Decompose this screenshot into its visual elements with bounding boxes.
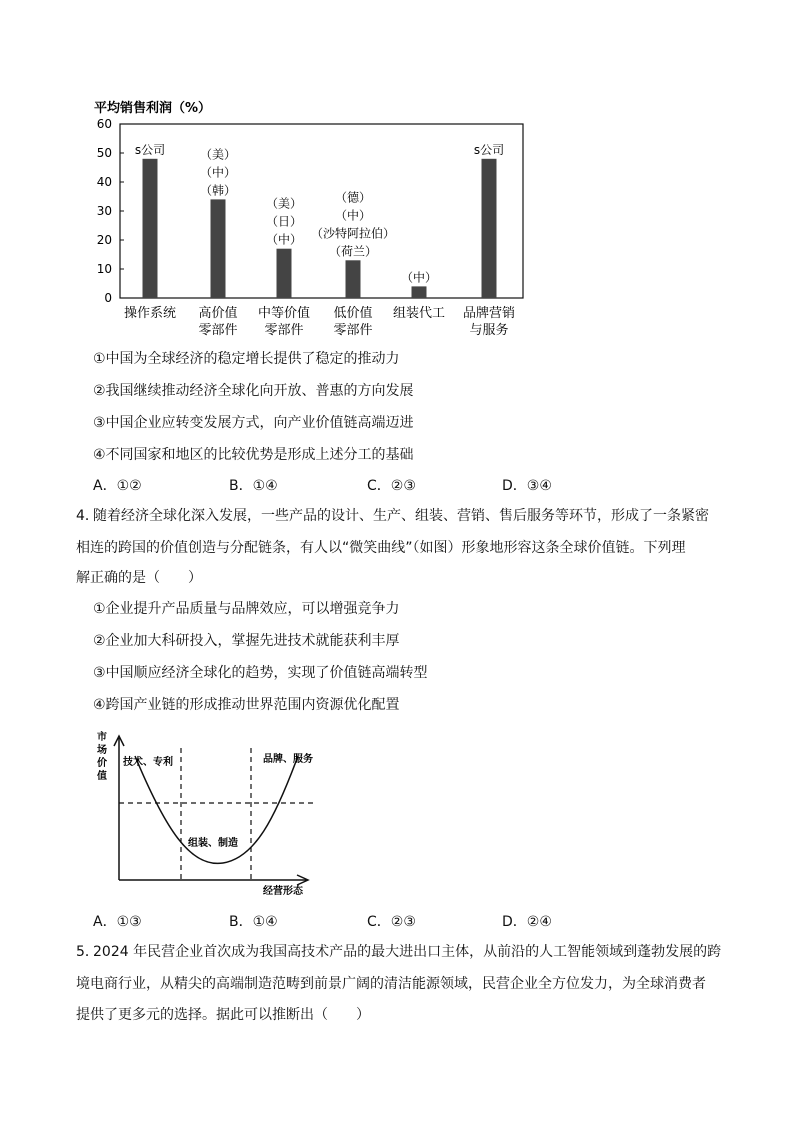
- bar: [211, 199, 226, 298]
- label-tech-patent: 技术、专利: [123, 757, 173, 768]
- q4-stem-line-3: 解正确的是（ ）: [76, 570, 202, 586]
- q4-stem-continued: [76, 538, 736, 598]
- q4-statement-3: ③中国顺应经济全球化的趋势，实现了价值链高端转型: [93, 665, 428, 681]
- svg-text:值: 值: [97, 771, 107, 782]
- profit-bar-chart: [88, 96, 548, 346]
- bar-label: （中）: [199, 165, 237, 180]
- q3-option-b[interactable]: B．①④: [229, 478, 278, 494]
- q3-statements: [93, 349, 414, 477]
- bar-label: （美）: [199, 147, 237, 162]
- x-tick-label: 与服务: [469, 323, 509, 338]
- q3-statement-3: ③中国企业应转变发展方式，向产业价值链高端迈进: [93, 415, 414, 431]
- bar: [346, 260, 361, 298]
- label-brand-service: 品牌、服务: [263, 754, 313, 765]
- bar-label: （韩）: [199, 183, 237, 198]
- bar: [482, 159, 497, 298]
- q5-stem-line-2: 境电商行业，从精尖的高端制造范畴到前景广阔的清洁能源领域，民营企业全方位发力，为全球消费者: [76, 976, 706, 992]
- y-axis-label: [96, 730, 107, 782]
- bar: [412, 286, 427, 298]
- q4-stem-line-2: 相连的跨国的价值创造与分配链条，有人以“微笑曲线”（如图）形象地形容这条全球价值链。下列理: [76, 540, 686, 556]
- x-tick-label: 低价值: [333, 306, 373, 321]
- bar-label: （德）: [334, 190, 372, 205]
- svg-text:市: 市: [97, 732, 107, 743]
- svg-text:场: 场: [97, 745, 107, 756]
- q4-stem: [93, 506, 733, 538]
- bar-label: （沙特阿拉伯）: [310, 226, 396, 241]
- chart-title: 平均销售利润（%）: [94, 101, 212, 116]
- q4-statement-4: ④跨国产业链的形成推动世界范围内资源优化配置: [93, 697, 400, 713]
- x-tick-label: 零部件: [198, 323, 238, 338]
- x-tick-label: 中等价值: [257, 306, 311, 321]
- q3-option-c[interactable]: C．②③: [367, 478, 416, 494]
- y-tick-label: 60: [96, 117, 112, 131]
- y-tick-label: 10: [96, 262, 112, 276]
- bar-label: s公司: [473, 142, 505, 157]
- svg-text:价: 价: [97, 758, 107, 769]
- q4-option-c[interactable]: C．②③: [367, 914, 416, 930]
- bar-label: （中）: [265, 232, 303, 247]
- label-assembly: 组装、制造: [188, 838, 238, 849]
- q5-stem-continued: [76, 974, 706, 1036]
- q4-number: 4．: [76, 508, 99, 524]
- q3-statement-2: ②我国继续推动经济全球化向开放、普惠的方向发展: [93, 383, 414, 399]
- y-tick-label: 40: [96, 175, 112, 189]
- x-tick-label: 品牌营销: [462, 306, 516, 321]
- bar: [277, 249, 292, 298]
- x-tick-label: 操作系统: [123, 306, 177, 321]
- q5-stem-line-3: 提供了更多元的选择。据此可以推断出（ ）: [76, 1007, 370, 1023]
- q4-option-a[interactable]: A．①③: [93, 914, 142, 930]
- y-tick-label: 30: [96, 204, 112, 218]
- q5-number: 5．: [76, 944, 99, 960]
- bar-label: （美）: [265, 196, 303, 211]
- bar-label: （中）: [334, 208, 372, 223]
- bar-label: （中）: [400, 270, 438, 285]
- bar-label: （日）: [265, 214, 303, 229]
- q3-option-a[interactable]: A．①②: [93, 478, 142, 494]
- y-tick-label: 0: [104, 291, 112, 305]
- y-tick-label: 20: [96, 233, 112, 247]
- x-tick-label: 零部件: [264, 323, 304, 338]
- q4-statement-1: ①企业提升产品质量与品牌效应，可以增强竞争力: [93, 601, 400, 617]
- q4-stem-line-1: 随着经济全球化深入发展，一些产品的设计、生产、组装、营销、售后服务等环节，形成了一条紧密: [93, 508, 709, 524]
- x-tick-label: 高价值: [198, 306, 238, 321]
- bar-label: （荷兰）: [328, 244, 378, 259]
- smile-curve-figure: [95, 728, 335, 898]
- x-tick-label: 组装代工: [392, 306, 446, 321]
- q3-statement-1: ①中国为全球经济的稳定增长提供了稳定的推动力: [93, 351, 400, 367]
- bar: [143, 159, 158, 298]
- y-tick-label: 50: [96, 146, 112, 160]
- x-axis-label: 经营形态: [263, 886, 303, 897]
- bar-label: s公司: [134, 142, 166, 157]
- q4-statement-2: ②企业加大科研投入，掌握先进技术就能获利丰厚: [93, 633, 400, 649]
- q3-statement-4: ④不同国家和地区的比较优势是形成上述分工的基础: [93, 447, 414, 463]
- q3-option-d[interactable]: D．③④: [502, 478, 552, 494]
- q4-option-d[interactable]: D．②④: [502, 914, 552, 930]
- q4-statements: [93, 599, 428, 727]
- x-tick-label: 零部件: [333, 323, 373, 338]
- plot-frame: [120, 124, 523, 298]
- q5-stem-line-1: 2024 年民营企业首次成为我国高技术产品的最大进出口主体，从前沿的人工智能领域到蓬勃发展的跨: [93, 944, 722, 960]
- q4-option-b[interactable]: B．①④: [229, 914, 278, 930]
